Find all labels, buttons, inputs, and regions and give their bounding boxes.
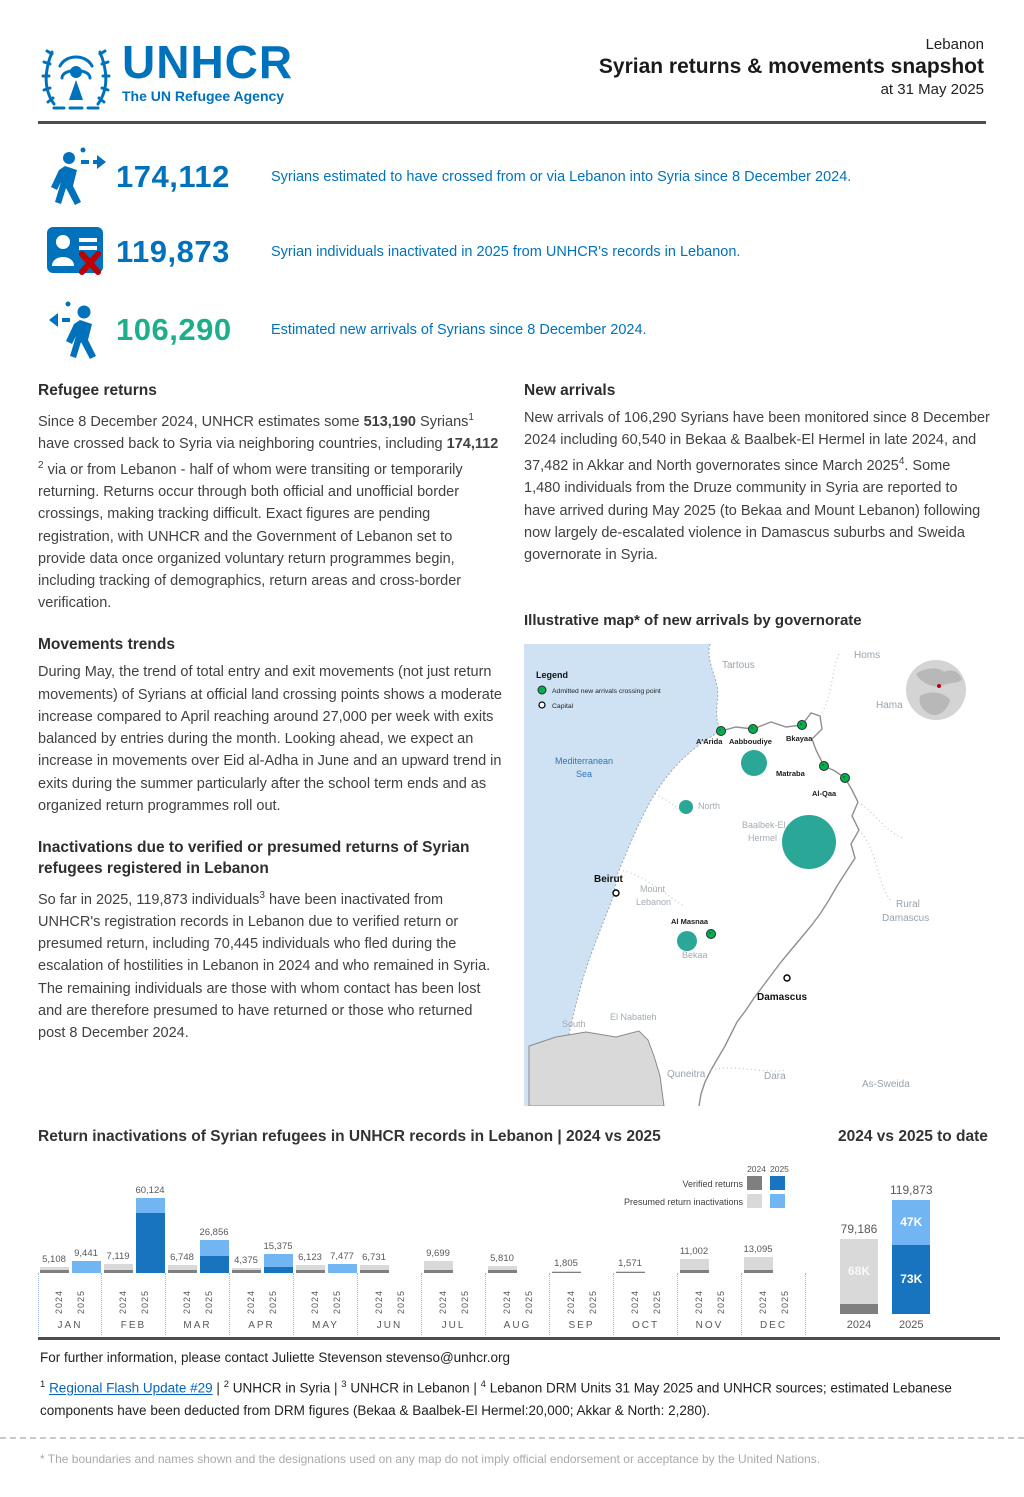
bar-2024-oct: 1,571	[616, 1258, 645, 1273]
year-tick: 2024	[437, 1289, 448, 1314]
header-divider	[38, 121, 986, 124]
year-tick: 2025	[523, 1289, 534, 1314]
id-card-inactivated-icon	[38, 226, 116, 278]
person-arriving-icon	[38, 298, 116, 362]
map-legend-item: Admitted new arrivals crossing point	[552, 688, 661, 695]
logo-wordmark: UNHCR	[122, 36, 294, 88]
refugee-returns-heading: Refugee returns	[38, 382, 157, 399]
bar-2024-nov: 11,002	[680, 1246, 709, 1273]
chart-title: Return inactivations of Syrian refugees in UNHCR records in Lebanon | 2024 vs 2025	[38, 1128, 661, 1145]
year-tick: 2024	[54, 1289, 64, 1314]
bottom-dashed-divider	[0, 1437, 1024, 1439]
unhcr-logo	[40, 38, 293, 121]
stat-crossed	[38, 146, 851, 208]
year-tick: 2025	[76, 1289, 86, 1314]
month-label: MAY	[312, 1320, 339, 1331]
map-legend-title: Legend	[536, 670, 569, 680]
map-title: Illustrative map* of new arrivals by governorate	[524, 612, 862, 629]
map-label: Damascus	[882, 913, 930, 924]
doc-date: at 31 May 2025	[880, 81, 984, 98]
bar-2024-feb: 7,119	[104, 1251, 133, 1273]
bar-2024-aug: 5,810	[488, 1253, 517, 1273]
year-tick: 2025	[459, 1289, 470, 1314]
map-label: Lebanon	[636, 897, 672, 907]
doc-location: Lebanon	[925, 36, 984, 53]
total-bar-2024: 79,186 68K 2024	[840, 1221, 878, 1332]
map-label: Hama	[876, 700, 903, 711]
southern-area	[529, 1031, 664, 1106]
map-svg	[524, 644, 990, 1106]
stat-crossed-value: 174,112	[116, 159, 230, 194]
year-tick: 2025	[395, 1289, 406, 1314]
stat-inactivated	[38, 226, 740, 278]
stat-inactivated-desc: Syrian individuals inactivated in 2025 from UNHCR's records in Lebanon.	[271, 244, 741, 260]
page-title: Syrian returns & movements snapshot	[598, 55, 984, 78]
map-label: Bekaa	[682, 950, 708, 960]
month-label: JUL	[441, 1320, 466, 1331]
crossing-point-icon	[820, 762, 829, 771]
year-tick: 2025	[587, 1289, 598, 1314]
map-label: South	[562, 1019, 586, 1029]
month-group-sep	[550, 1178, 614, 1335]
map-label: El Nabatieh	[610, 1012, 657, 1022]
year-tick: 2024	[693, 1289, 704, 1314]
year-tick: 2024	[565, 1289, 576, 1314]
regional-flash-update-link[interactable]: Regional Flash Update #29	[49, 1380, 213, 1396]
year-tick: 2024	[757, 1289, 768, 1314]
footer-divider	[38, 1337, 1000, 1340]
year-tick: 2025	[203, 1289, 214, 1314]
arrivals-circle-akkar	[741, 750, 767, 776]
lebanon-locator-dot	[937, 684, 941, 688]
map-label: Baalbek-El	[742, 820, 786, 830]
month-label: JUN	[376, 1320, 403, 1331]
total-bar-2025: 119,873 47K 73K 2025	[890, 1183, 933, 1332]
year-tick: 2025	[331, 1289, 342, 1314]
admin-boundary	[820, 652, 840, 716]
arrivals-circle-bekaa	[677, 931, 697, 951]
stat-crossed-desc: Syrians estimated to have crossed from or via Lebanon into Syria since 8 December 2024.	[271, 169, 852, 185]
month-label: NOV	[695, 1320, 724, 1331]
crossing-point-icon	[707, 930, 716, 939]
map-label: Hermel	[748, 833, 778, 843]
new-arrivals-paragraph: New arrivals of 106,290 Syrians have been monitored since 8 December 2024 including 60,540 in Bekaa & Baalbek-El Hermel in late 2024, and 37,482 in Akkar and North governorates since March 2025$^4$. Some 1,480 individuals from the Druze community in Syria are reported to have arrived during May 2025 (to Bekaa and Mount Lebanon) following now largely de-escalated violence in Damascus suburbs and Sweida governorate in Syria.	[524, 410, 990, 564]
year-tick: 2024	[373, 1289, 384, 1314]
inactivations-paragraph: So far in 2025, 119,873 individuals$^3$ have been inactivated from UNHCR's registration records in Lebanon due to verified return or presumed return, including 70,445 individuals who fled during the escalation of hostilities in Lebanon in 2024 and who remained in Syria. The remaining individuals are those with whom contact has been lost and are therefore presumed to have returned or those who returned post 8 December 2024.	[38, 889, 491, 1041]
map-label: Tartous	[722, 660, 755, 671]
year-tick: 2024	[501, 1289, 512, 1314]
map-label: Mount	[640, 884, 666, 894]
bar-2024-may: 6,123	[296, 1252, 325, 1273]
month-group-aug	[486, 1178, 550, 1335]
crossing-label: Al-Qaa	[812, 789, 837, 798]
stat-new-arrivals-value: 106,290	[116, 312, 232, 347]
footer-contact: For further information, please contact Juliette Stevenson stevenso@unhcr.org	[40, 1350, 510, 1365]
bar-2024-jun: 6,731	[360, 1252, 389, 1273]
stat-new-arrivals-desc: Estimated new arrivals of Syrians since 8 December 2024.	[271, 322, 647, 338]
admin-boundary	[859, 830, 892, 902]
bar-2024-sep: 1,805	[552, 1258, 581, 1273]
year-tick: 2024	[245, 1289, 256, 1314]
bar-2024-mar: 6,748	[168, 1252, 197, 1273]
crossing-point-icon	[841, 774, 850, 783]
year-tick: 2025	[779, 1289, 790, 1314]
month-label: SEP	[568, 1320, 595, 1331]
month-label: APR	[248, 1320, 275, 1331]
stat-inactivated-value: 119,873	[116, 234, 230, 269]
lebanon-arrivals-map	[524, 644, 990, 1106]
month-group-mar	[166, 1178, 230, 1335]
month-group-jan	[38, 1178, 102, 1335]
chart-title-right: 2024 vs 2025 to date	[838, 1128, 988, 1145]
month-group-feb	[102, 1178, 166, 1335]
map-label: Homs	[854, 650, 881, 661]
map-label: As-Sweida	[862, 1079, 910, 1090]
logo-tagline: The UN Refugee Agency	[122, 88, 285, 104]
month-label: OCT	[631, 1320, 660, 1331]
month-group-may	[294, 1178, 358, 1335]
map-label: Quneitra	[667, 1069, 706, 1080]
crossing-label: Matraba	[776, 769, 805, 778]
refugee-returns-paragraph: Since 8 December 2024, UNHCR estimates some 513,190 Syrians$^1$ have crossed back to Syria via neighboring countries, including 174,112 $^2$ via or from Lebanon - half of whom were transiting or temporarily returning. Returns occur through both official and unofficial border crossings, making tracking difficult. Exact figures are pending registration, with UNHCR and the Government of Lebanon set to provide data once organized voluntary return programmes begin, including tracking of demographics, return areas and cross-border verification.	[38, 412, 499, 612]
crossing-label: Aabboudiye	[729, 737, 772, 746]
bar-2025-feb: 60,124	[136, 1185, 165, 1273]
year-tick: 2025	[267, 1289, 278, 1314]
month-label: JAN	[57, 1320, 83, 1331]
year-tick: 2025	[139, 1289, 150, 1314]
movements-trends-paragraph: During May, the trend of total entry and exit movements (not just return movements) of Syrians at official land crossing points shows a moderate increase compared to April reaching around 27,000 per week with exits balanced by entries during the month. Looking ahead, we expect an increase in movements over Eid al-Adha in June and an upward trend in exits during the summer particularly after the school term ends and as organized return programmes roll out.	[38, 664, 502, 814]
map-disclaimer: * The boundaries and names shown and the designations used on any map do not imply official endorsement or acceptance by the United Nations.	[40, 1452, 821, 1466]
bar-2025-mar: 26,856	[200, 1227, 229, 1273]
bar-2025-may: 7,477	[328, 1251, 357, 1273]
bar-2024-jul: 9,699	[424, 1248, 453, 1273]
new-arrivals-heading: New arrivals	[524, 382, 616, 399]
year-tick: 2025	[651, 1289, 662, 1314]
month-label: FEB	[120, 1320, 147, 1331]
capital-label: Beirut	[594, 874, 623, 885]
month-label: AUG	[503, 1320, 532, 1331]
bar-2025-apr: 15,375	[264, 1241, 293, 1273]
month-group-jun	[358, 1178, 422, 1335]
arrivals-circle-baalbek-el-hermel	[782, 815, 836, 869]
year-tick: 2024	[629, 1289, 640, 1314]
map-legend-item: Capital	[552, 703, 574, 710]
crossing-point-icon	[798, 721, 807, 730]
capital-icon	[784, 975, 790, 981]
crossing-label: A'Arida	[696, 737, 723, 746]
crossing-label: Bkayaa	[786, 734, 813, 743]
month-label: MAR	[183, 1320, 212, 1331]
unhcr-emblem-icon	[40, 38, 112, 121]
stat-new-arrivals	[38, 298, 647, 362]
bar-2024-dec: 13,095	[744, 1244, 773, 1273]
crossing-point-icon	[717, 727, 726, 736]
month-group-apr	[230, 1178, 294, 1335]
year-tick: 2024	[181, 1289, 192, 1314]
bar-2024-apr: 4,375	[232, 1255, 261, 1273]
year-tick: 2024	[309, 1289, 320, 1314]
month-label: DEC	[759, 1320, 788, 1331]
admin-boundary	[858, 802, 902, 838]
bar-2024-jan: 5,108	[40, 1254, 69, 1273]
month-group-jul	[422, 1178, 486, 1335]
movements-trends-heading: Movements trends	[38, 636, 175, 654]
map-label: Dara	[764, 1071, 786, 1082]
footer-footnotes: $^1$ Regional Flash Update #29 | $^2$ UNHCR in Syria | $^3$ UNHCR in Lebanon | $^4$ Lebanon DRM Units 31 May 2025 and UNHCR sources; estimated Lebanese components have been deducted from DRM figures (Bekaa & Baalbek-El Hermel:20,000; Akkar & North: 2,280).	[40, 1379, 952, 1418]
person-crossing-icon	[38, 146, 116, 208]
arrivals-circle-north	[679, 800, 693, 814]
year-tick: 2025	[715, 1289, 726, 1314]
crossing-point-icon	[749, 725, 758, 734]
capital-label: Damascus	[757, 992, 808, 1003]
map-label: Rural	[896, 899, 920, 910]
chart-legend: 2024 2025 Verified returns Presumed return inactivations	[624, 1164, 789, 1207]
inactivations-heading: Inactivations due to verified or presumed returns of Syrian refugees registered in Lebanon	[38, 838, 470, 877]
bar-2025-jan: 9,441	[72, 1248, 101, 1273]
yearly-totals-chart	[840, 1183, 933, 1331]
map-label: North	[698, 801, 721, 811]
crossing-label: Al Masnaa	[671, 917, 709, 926]
year-tick: 2024	[117, 1289, 128, 1314]
svg-text:Sea: Sea	[575, 769, 593, 779]
capital-icon	[613, 890, 619, 896]
svg-text:Mediterranean: Mediterranean	[554, 756, 614, 766]
